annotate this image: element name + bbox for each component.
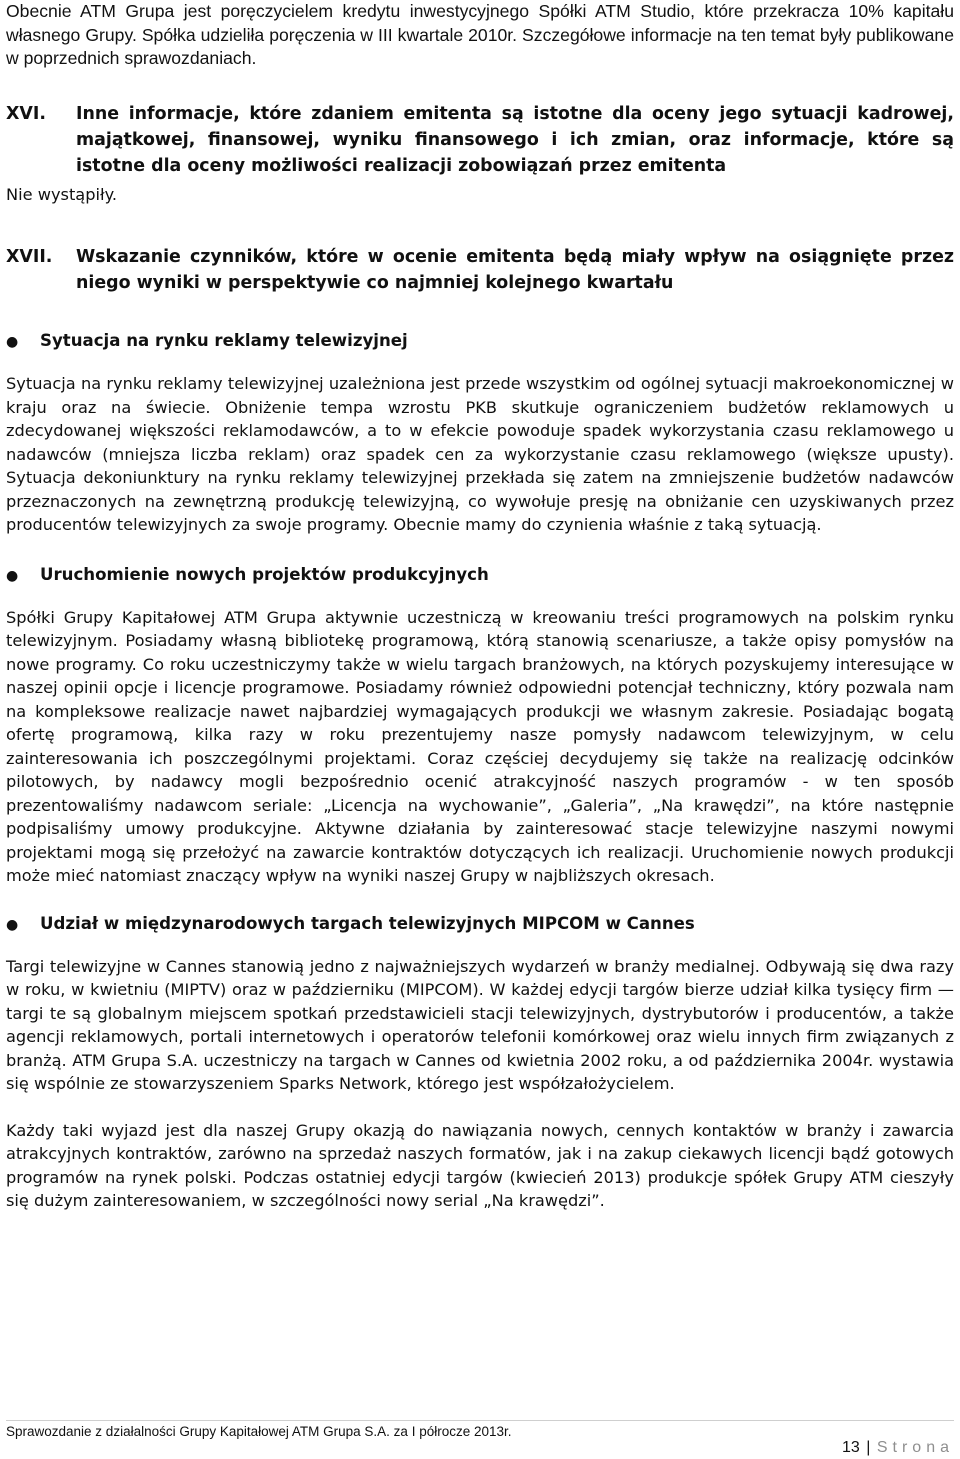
mipcom-paragraph-2: Każdy taki wyjazd jest dla naszej Grupy okazją do nawiązania nowych, cennych kontaktów w branży i zawarcia atrakcyjnych kontraktów, zarówno na sprzedaż naszych formatów, jak i na zakup ciekawych licencji bądź gotowych programów na rynek polski. Podczas ostatniej edycji targów (kwiecień 2013) produkcje spółek Grupy ATM cieszyły się dużym zainteresowaniem, w szczególności nowy serial „Na krawędzi”. <box>6 1120 954 1210</box>
bullet-dot-icon: ● <box>6 334 19 350</box>
section-16-title: Inne informacje, które zdaniem emitenta są istotne dla oceny jego sytuacji kadrowej, majątkowej, finansowej, wyniku finansowego i ich zmian, oraz informacje, które są istotne dla oceny możliwości realizacji zobowiązań przez emitenta <box>76 103 954 176</box>
bullet-dot-icon: ● <box>6 567 19 584</box>
bullet-title: Udział w międzynarodowych targach telewizyjnych MIPCOM w Cannes <box>40 913 695 933</box>
bullet-new-projects <box>6 563 954 588</box>
bullet-dot-icon: ● <box>6 916 19 933</box>
page-label: Strona <box>876 1439 954 1456</box>
page-number <box>842 1438 954 1458</box>
advertising-market-paragraph: Sytuacja na rynku reklamy telewizyjnej uzależniona jest przede wszystkim od ogólnej sytuacji makroekonomicznej w kraju oraz na świecie. Obniżenie tempa wzrostu PKB skutkuje ograniczeniem budżetów reklamowych u zdecydowanej większości reklamodawców, a to w efekcie powoduje spadek wykorzystania czasu reklamowego u nadawców (mniejsza liczba reklam) oraz spadek cen za wykorzystanie czasu reklamowego (większe upusty). Sytuacja dekoniunktury na rynku reklamy telewizyjnej przekłada się zatem na zmniejszenie budżetów nadawców przeznaczonych na zewnętrzną produkcję telewizyjną, co wywołuje presję na obniżanie cen uzyskiwanych przez producentów telewizyjnych za swoje programy. Obecnie mamy do czynienia właśnie z taką sytuacją. <box>6 374 954 534</box>
intro-paragraph: Obecnie ATM Grupa jest poręczycielem kredytu inwestycyjnego Spółki ATM Studio, które przekracza 10% kapitału własnego Grupy. Spółka udzieliła poręczenia w III kwartale 2010r. Szczegółowe informacje na ten temat były publikowane w poprzednich sprawozdaniach. <box>6 1 954 68</box>
document-page <box>6 0 954 1213</box>
section-16-number: XVI. <box>6 103 46 124</box>
mipcom-paragraph-1: Targi telewizyjne w Cannes stanowią jedno z najważniejszych wydarzeń w branży medialnej. Odbywają się dwa razy w roku, w kwietniu (MIPTV) oraz w październiku (MIPCOM). W każdej edycji targów bierze udział kilka tysięcy firm — targi te są globalnym miejscem spotkań przedstawicieli stacji telewizyjnych, dystrybutorów i producentów, a także agencji reklamowych, portali internetowych i operatorów telefonii komórkowej oraz wielu innych firm związanych z branżą. ATM Grupa S.A. uczestniczy na targach w Cannes od kwietnia 2002 roku, a od października 2004r. wystawia się wspólnie ze stowarzyszeniem Sparks Network, którego jest współzałożycielem. <box>6 956 954 1093</box>
page-footer <box>6 1420 954 1441</box>
bullet-advertising-market <box>6 329 954 354</box>
section-17-heading <box>6 244 954 296</box>
page-number-separator: | <box>866 1439 871 1456</box>
page-number-value: 13 <box>842 1439 860 1456</box>
bullet-title: Sytuacja na rynku reklamy telewizyjnej <box>40 331 408 350</box>
section-16-body: Nie wystąpiły. <box>6 184 118 204</box>
section-16-heading <box>6 101 954 179</box>
footer-text: Sprawozdanie z działalności Grupy Kapitałowej ATM Grupa S.A. za I półrocze 2013r. <box>6 1424 512 1439</box>
section-17-number: XVII. <box>6 247 53 267</box>
bullet-title: Uruchomienie nowych projektów produkcyjnych <box>40 564 489 584</box>
bullet-mipcom <box>6 912 954 937</box>
new-projects-paragraph: Spółki Grupy Kapitałowej ATM Grupa aktywnie uczestniczą w kreowaniu treści programowych na polskim rynku telewizyjnym. Posiadamy własną bibliotekę programową, którą stanowią scenariusze, a także opisy pomysłów na nowe programy. Co roku uczestniczymy także w wielu targach branżowych, na których pozyskujemy interesujące w naszej opinii opcje i licencje programowe. Posiadamy również odpowiedni potencjał techniczny, który pozwala nam na kompleksowe realizacje nawet najbardziej wymagających produkcji we własnym zakresie. Posiadając bogatą ofertę programową, kilka razy w roku prezentujemy nasze pomysły nadawcom telewizyjnym, w celu zainteresowania ich poszczególnymi projektami. Coraz częściej decydujemy się także na realizację odcinków pilotowych, by nadawcy mogli bezpośrednio ocenić atrakcyjność naszych programów - w ten sposób prezentowaliśmy nadawcom seriale: „Licencja na wychowanie”, „Galeria”, „Na krawędzi”, na które następnie podpisaliśmy umowy produkcyjne. Aktywne działania by zainteresować stacje telewizyjne naszymi nowymi projektami mogą się przełożyć na zawarcie kontraktów dotyczących ich realizacji. Uruchomienie nowych produkcji może mieć natomiast znaczący wpływ na wyniki naszej Grupy w najbliższych okresach. <box>6 607 954 885</box>
section-17-title: Wskazanie czynników, które w ocenie emitenta będą miały wpływ na osiągnięte przez niego wyniki w perspektywie co najmniej kolejnego kwartału <box>76 247 954 293</box>
